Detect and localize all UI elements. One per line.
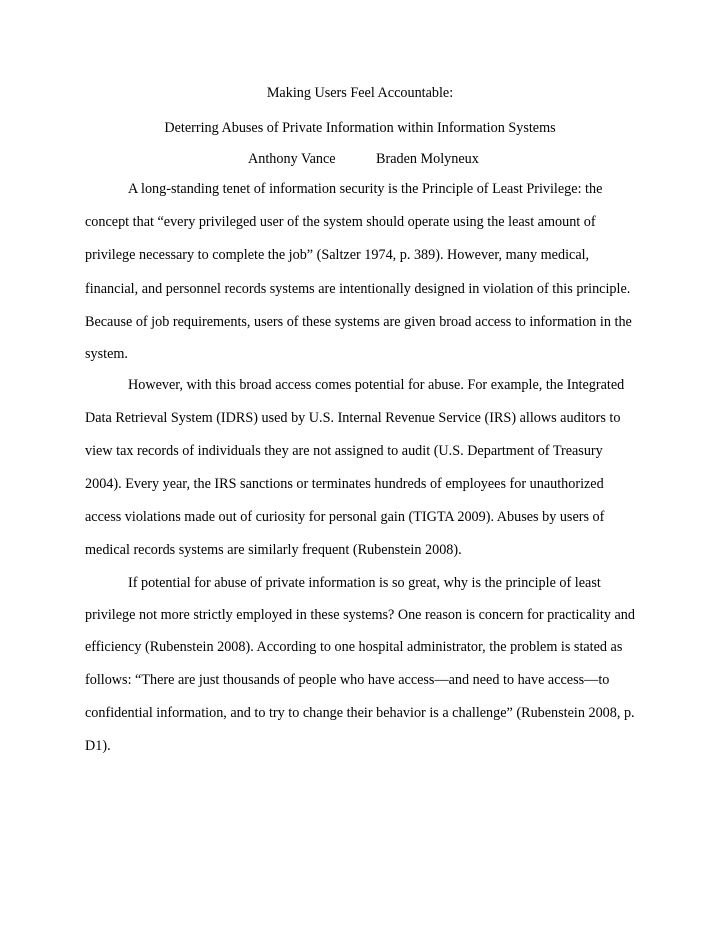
paragraph-line: Because of job requirements, users of these systems are given broad access to information in the bbox=[85, 314, 632, 330]
paragraph-line: financial, and personnel records systems are intentionally designed in violation of this principle. bbox=[85, 281, 631, 297]
paragraph-line: system. bbox=[85, 346, 128, 362]
paragraph-line: privilege necessary to complete the job” (Saltzer 1974, p. 389). However, many medical, bbox=[85, 247, 590, 263]
paragraph-line: A long-standing tenet of information security is the Principle of Least Privilege: the bbox=[128, 181, 603, 197]
paragraph-line: 2004). Every year, the IRS sanctions or terminates hundreds of employees for unauthorized bbox=[85, 476, 604, 492]
paragraph-line: follows: “There are just thousands of people who have access—and need to have access—to bbox=[85, 672, 610, 688]
author-name: Braden Molyneux bbox=[376, 151, 479, 167]
paragraph-line: access violations made out of curiosity for personal gain (TIGTA 2009). Abuses by users of bbox=[85, 509, 605, 525]
paragraph-line: efficiency (Rubenstein 2008). According to one hospital administrator, the problem is stated as bbox=[85, 639, 623, 655]
paragraph-line: medical records systems are similarly frequent (Rubenstein 2008). bbox=[85, 542, 462, 558]
title-line-1: Making Users Feel Accountable: bbox=[266, 85, 454, 101]
paragraph-line: D1). bbox=[85, 738, 111, 754]
paragraph-line: privilege not more strictly employed in these systems? One reason is concern for practicality and bbox=[85, 607, 635, 623]
title-line-2: Deterring Abuses of Private Information within Information Systems bbox=[164, 120, 556, 136]
paragraph-line: Data Retrieval System (IDRS) used by U.S. Internal Revenue Service (IRS) allows auditors to bbox=[85, 410, 621, 426]
paragraph-line: concept that “every privileged user of the system should operate using the least amount of bbox=[85, 214, 596, 230]
paragraph-line: view tax records of individuals they are not assigned to audit (U.S. Department of Treasury bbox=[85, 443, 603, 459]
paragraph-line: If potential for abuse of private information is so great, why is the principle of least bbox=[128, 575, 601, 591]
paragraph-line: confidential information, and to try to change their behavior is a challenge” (Rubenstein 2008, p. bbox=[85, 705, 635, 721]
author-name: Anthony Vance bbox=[248, 151, 336, 167]
author-list bbox=[0, 150, 720, 168]
paragraph-line: However, with this broad access comes potential for abuse. For example, the Integrated bbox=[128, 377, 625, 393]
